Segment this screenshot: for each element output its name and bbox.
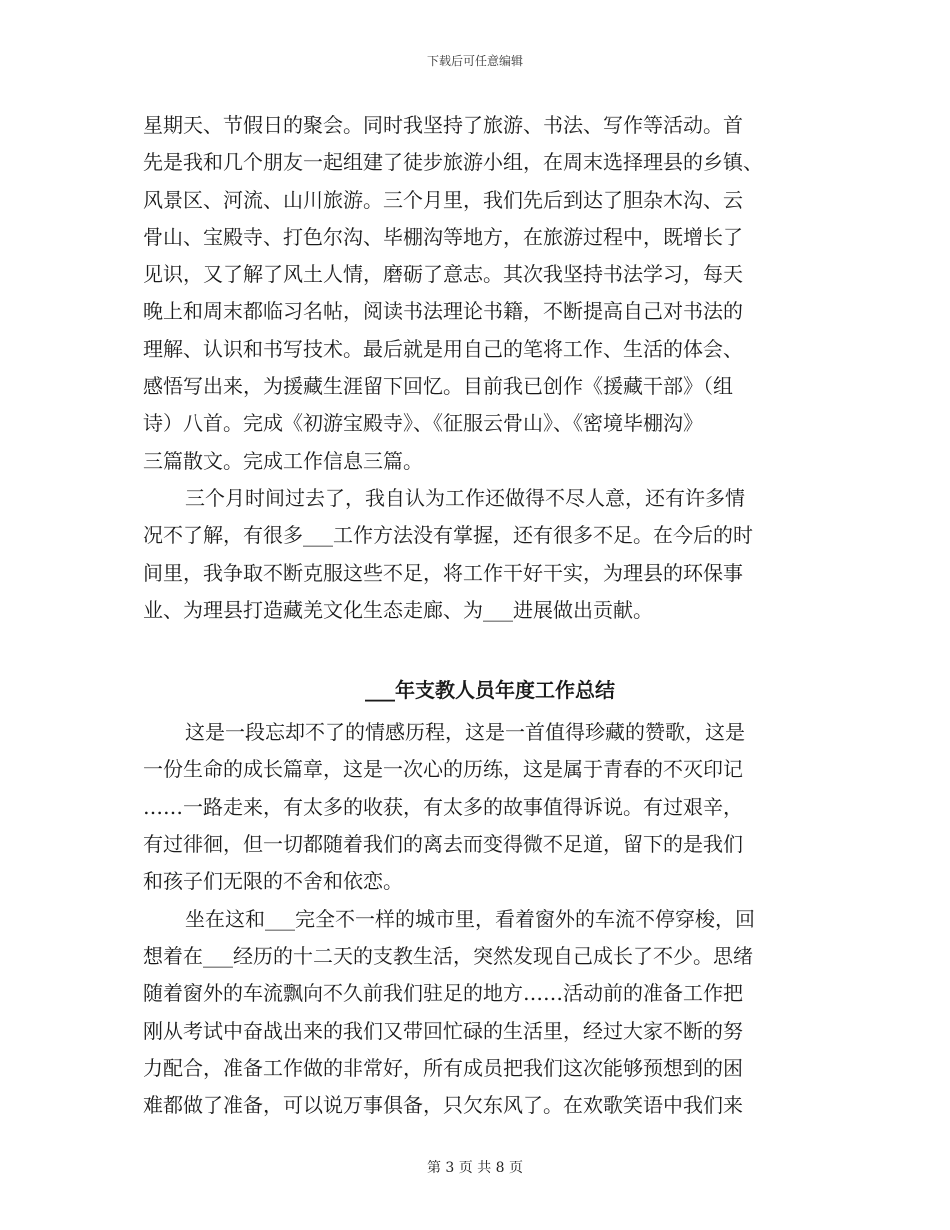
page-number: 第 3 页 共 8 页	[426, 1160, 524, 1176]
text-line: 先是我和几个朋友一起组建了徒步旅游小组，在周末选择理县的乡镇、	[143, 150, 763, 175]
text-line: 诗）八首。完成《初游宝殿寺》、《征服云骨山》、《密境毕棚沟》	[143, 411, 703, 436]
text-line: 难都做了准备，可以说万事俱备，只欠东风了。在欢歌笑语中我们来	[143, 1093, 743, 1118]
text-line: 想着在___经历的十二天的支教生活，突然发现自己成长了不少。思绪	[143, 943, 753, 968]
text-line: 随着窗外的车流飘向不久前我们驻足的地方……活动前的准备工作把	[143, 981, 743, 1006]
section2-paragraph2	[143, 901, 815, 1125]
text-line: 有过徘徊，但一切都随着我们的离去而变得微不足道，留下的是我们	[143, 832, 743, 857]
text-line: 理解、认识和书写技术。最后就是用自己的笔将工作、生活的体会、	[143, 336, 743, 361]
text-line: 力配合，准备工作做的非常好，所有成员把我们这次能够预想到的困	[143, 1055, 743, 1080]
text-line: ……一路走来，有太多的收获，有太多的故事值得诉说。有过艰辛，	[143, 794, 743, 819]
text-line: 晚上和周末都临习名帖，阅读书法理论书籍，不断提高自己对书法的	[143, 299, 743, 324]
text-line: 和孩子们无限的不舍和依恋。	[143, 869, 403, 894]
text-line: 见识，又了解了风土人情，磨砺了意志。其次我坚持书法学习，每天	[143, 262, 743, 287]
text-line: 风景区、河流、山川旅游。三个月里，我们先后到达了胆杂木沟、云	[143, 187, 743, 212]
text-line: 三篇散文。完成工作信息三篇。	[143, 448, 423, 473]
text-line: 坐在这和___完全不一样的城市里，看着窗外的车流不停穿梭，回	[185, 906, 755, 931]
section2-title: ___年支教人员年度工作总结	[365, 678, 615, 703]
text-line: 这是一段忘却不了的情感历程，这是一首值得珍藏的赞歌，这是	[185, 720, 745, 745]
document-body	[143, 107, 815, 1124]
section1-paragraph2	[143, 480, 815, 629]
text-line: 三个月时间过去了，我自认为工作还做得不尽人意，还有许多情	[185, 485, 745, 510]
text-line: 刚从考试中奋战出来的我们又带回忙碌的生活里，经过大家不断的努	[143, 1018, 743, 1043]
text-line: 业、为理县打造藏羌文化生态走廊、为___进展做出贡献。	[143, 597, 653, 622]
text-line: 骨山、宝殿寺、打色尔沟、毕棚沟等地方，在旅游过程中，既增长了	[143, 224, 743, 249]
text-line: 一份生命的成长篇章，这是一次心的历练，这是属于青春的不灭印记	[143, 757, 743, 782]
text-line: 况不了解，有很多___工作方法没有掌握，还有很多不足。在今后的时	[143, 523, 753, 548]
text-line: 间里，我争取不断克服这些不足，将工作干好干实，为理县的环保事	[143, 560, 743, 585]
text-line: 感悟写出来，为援藏生涯留下回忆。目前我已创作《援藏干部》（组	[143, 374, 733, 399]
section-gap	[143, 629, 815, 666]
text-line: 星期天、节假日的聚会。同时我坚持了旅游、书法、写作等活动。首	[143, 113, 743, 137]
section1-paragraph1	[143, 107, 815, 480]
section2-paragraph1	[143, 714, 815, 900]
page-header: 下载后可任意编辑	[426, 54, 523, 68]
